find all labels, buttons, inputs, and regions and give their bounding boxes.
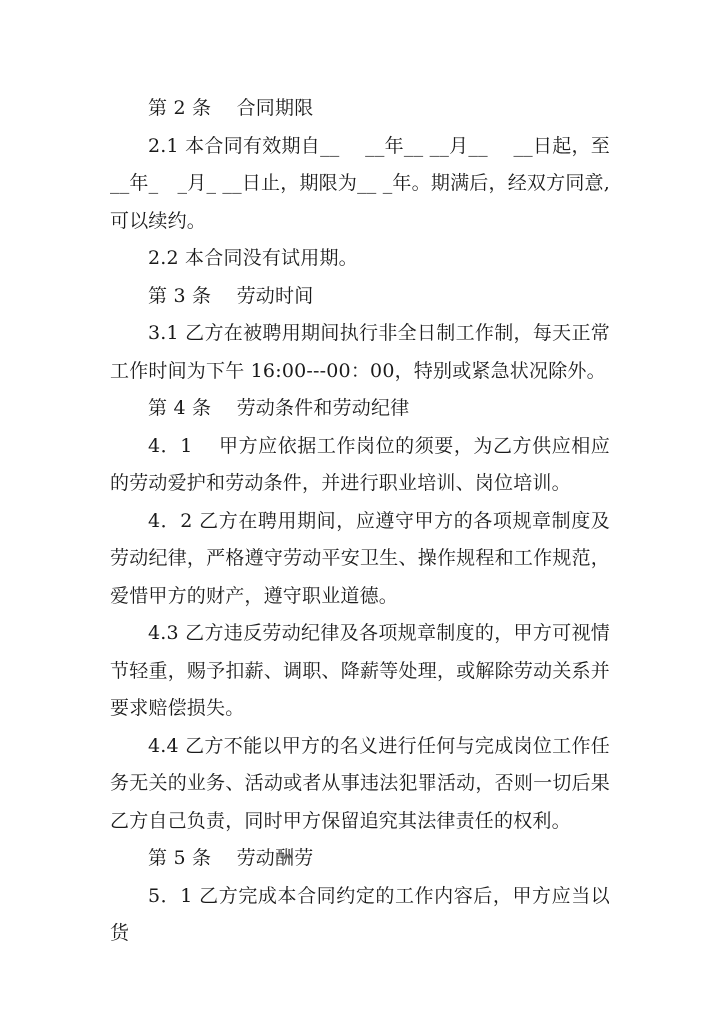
- article-3-heading: 第 3 条 劳动时间: [148, 284, 314, 307]
- document-page: [110, 90, 610, 953]
- clause-4-3: 4.3 乙方违反劳动纪律及各项规章制度的，甲方可视情节轻重，赐予扣薪、调职、降薪等处理，或解除劳动关系并要求赔偿损失。: [110, 622, 610, 719]
- article-4-heading: 第 4 条 劳动条件和劳动纪律: [148, 397, 410, 419]
- clause-2-1: 2.1 本合同有效期自__ __年__ __月__ __日起，至__年_ _月_ __日止，期限为__ _年。期满后，经双方同意,可以续约。: [110, 134, 610, 232]
- article-5-heading: 第 5 条 劳动酬劳: [148, 847, 314, 869]
- clause-5-1: 5．1 乙方完成本合同约定的工作内容后，甲方应当以货: [110, 884, 610, 944]
- clause-4-2: 4．2 乙方在聘用期间，应遵守甲方的各项规章制度及劳动纪律，严格遵守劳动平安卫生、操作规程和工作规范，爱惜甲方的财产，遵守职业道德。: [110, 509, 610, 607]
- clause-3-1: 3.1 乙方在被聘用期间执行非全日制工作制，每天正常工作时间为下午 16:00---00：00，特别或紧急状况除外。: [110, 322, 610, 382]
- clause-2-2: 2.2 本合同没有试用期。: [148, 247, 358, 269]
- clause-4-1: 4．1 甲方应依据工作岗位的须要，为乙方供应相应的劳动爱护和劳动条件，并进行职业培训、岗位培训。: [110, 434, 610, 494]
- article-2-heading: 第 2 条 合同期限: [148, 97, 314, 119]
- clause-4-4: 4.4 乙方不能以甲方的名义进行任何与完成岗位工作任务无关的业务、活动或者从事违法犯罪活动，否则一切后果乙方自己负责，同时甲方保留追究其法律责任的权利。: [110, 734, 610, 832]
